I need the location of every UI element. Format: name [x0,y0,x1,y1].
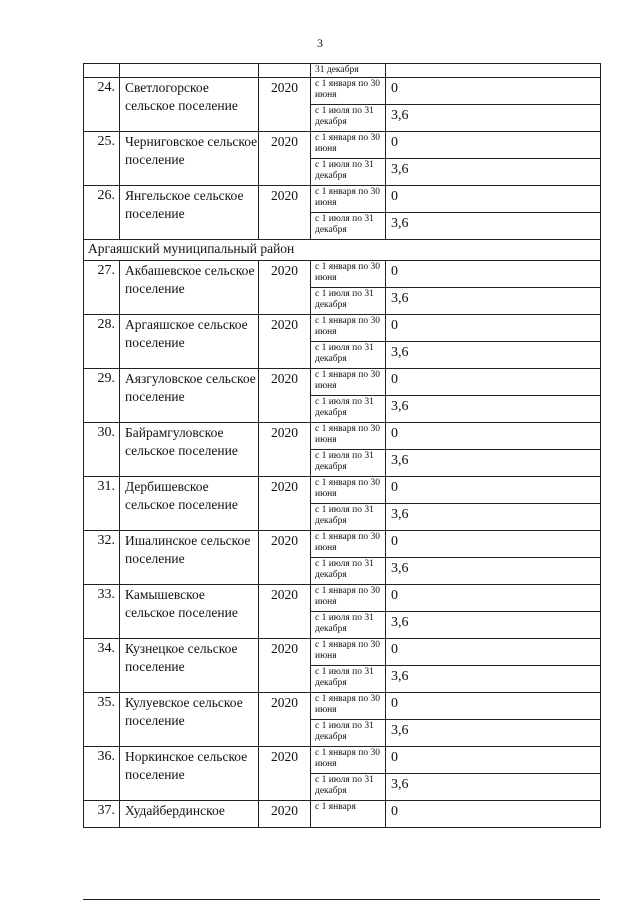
year-cell [259,64,311,78]
value-cell: 0 [386,260,601,287]
year-cell: 2020 [259,260,311,314]
year-cell: 2020 [259,314,311,368]
value-cell: 3,6 [386,395,601,422]
value-cell: 0 [386,368,601,395]
value-cell: 3,6 [386,557,601,584]
name-cell: Норкинское сельское поселение [120,746,259,800]
period-cell: с 1 июля по 31 декабря [311,287,386,314]
name-cell: Ишалинское сельское поселение [120,530,259,584]
number-cell: 26. [84,185,120,239]
name-cell: Байрамгуловское сельское поселение [120,422,259,476]
period-cell: с 1 июля по 31 декабря [311,212,386,239]
period-cell: с 1 января по 30 июня [311,638,386,665]
period-cell: с 1 января по 30 июня [311,746,386,773]
period-cell: с 1 января по 30 июня [311,530,386,557]
value-cell: 0 [386,185,601,212]
number-cell: 35. [84,692,120,746]
period-cell: с 1 июля по 31 декабря [311,665,386,692]
value-cell: 3,6 [386,665,601,692]
year-cell: 2020 [259,185,311,239]
table-row [84,530,601,557]
name-cell: Худайбердинское [120,800,259,827]
name-cell: Дербишевское сельское поселение [120,476,259,530]
value-cell: 0 [386,131,601,158]
number-cell: 34. [84,638,120,692]
year-cell: 2020 [259,476,311,530]
page-bottom-rule [83,899,600,900]
table-row [84,422,601,449]
period-cell: с 1 января по 30 июня [311,476,386,503]
district-row [84,239,601,260]
table-row [84,368,601,395]
year-cell: 2020 [259,530,311,584]
number-cell: 28. [84,314,120,368]
name-cell: Кулуевское сельское поселение [120,692,259,746]
value-cell: 3,6 [386,503,601,530]
value-cell: 0 [386,638,601,665]
value-cell: 0 [386,584,601,611]
year-cell: 2020 [259,746,311,800]
period-cell: с 1 июля по 31 декабря [311,395,386,422]
number-cell: 32. [84,530,120,584]
name-cell: Камышевское сельское поселение [120,584,259,638]
table-row [84,260,601,287]
period-cell: с 1 января [311,800,386,827]
table-row [84,746,601,773]
value-cell: 0 [386,692,601,719]
name-cell: Аргаяшское сельское поселение [120,314,259,368]
period-cell: 31 декабря [311,64,386,78]
district-heading: Аргаяшский муниципальный район [84,239,601,260]
value-cell: 0 [386,422,601,449]
value-cell: 0 [386,77,601,104]
period-cell: с 1 июля по 31 декабря [311,719,386,746]
period-cell: с 1 июля по 31 декабря [311,341,386,368]
number-cell: 31. [84,476,120,530]
value-cell: 3,6 [386,449,601,476]
table-row [84,638,601,665]
table-row [84,800,601,827]
value-cell: 3,6 [386,341,601,368]
name-cell: Светлогорское сельское поселение [120,77,259,131]
number-cell: 36. [84,746,120,800]
name-cell: Акбашевское сельское поселение [120,260,259,314]
name-cell [120,64,259,78]
table-row [84,131,601,158]
number-cell [84,64,120,78]
name-cell: Кузнецкое сельское поселение [120,638,259,692]
period-cell: с 1 января по 30 июня [311,185,386,212]
year-cell: 2020 [259,131,311,185]
year-cell: 2020 [259,368,311,422]
period-cell: с 1 января по 30 июня [311,368,386,395]
name-cell: Аязгуловское сельское поселение [120,368,259,422]
value-cell: 0 [386,314,601,341]
table-row [84,185,601,212]
period-cell: с 1 января по 30 июня [311,314,386,341]
table-row [84,476,601,503]
value-cell: 3,6 [386,719,601,746]
number-cell: 37. [84,800,120,827]
number-cell: 29. [84,368,120,422]
period-cell: с 1 января по 30 июня [311,131,386,158]
year-cell: 2020 [259,77,311,131]
value-cell: 3,6 [386,104,601,131]
tariff-table [83,63,601,828]
period-cell: с 1 июля по 31 декабря [311,503,386,530]
period-cell: с 1 июля по 31 декабря [311,773,386,800]
period-cell: с 1 января по 30 июня [311,692,386,719]
number-cell: 25. [84,131,120,185]
period-cell: с 1 июля по 31 декабря [311,557,386,584]
period-cell: с 1 июля по 31 декабря [311,449,386,476]
period-cell: с 1 января по 30 июня [311,584,386,611]
tariff-table-body [84,64,601,828]
year-cell: 2020 [259,422,311,476]
table-row [84,314,601,341]
value-cell: 0 [386,530,601,557]
period-cell: с 1 января по 30 июня [311,77,386,104]
value-cell: 3,6 [386,158,601,185]
year-cell: 2020 [259,638,311,692]
number-cell: 27. [84,260,120,314]
number-cell: 30. [84,422,120,476]
number-cell: 24. [84,77,120,131]
period-cell: с 1 июля по 31 декабря [311,611,386,638]
name-cell: Черниговское сельское поселение [120,131,259,185]
year-cell: 2020 [259,800,311,827]
period-cell: с 1 июля по 31 декабря [311,104,386,131]
value-cell: 3,6 [386,773,601,800]
table-row [84,692,601,719]
page-number: 3 [317,36,323,50]
period-cell: с 1 июля по 31 декабря [311,158,386,185]
value-cell: 3,6 [386,212,601,239]
table-row [84,77,601,104]
table-row-fragment [84,64,601,78]
year-cell: 2020 [259,584,311,638]
number-cell: 33. [84,584,120,638]
value-cell [386,64,601,78]
value-cell: 0 [386,800,601,827]
value-cell: 3,6 [386,611,601,638]
value-cell: 0 [386,476,601,503]
year-cell: 2020 [259,692,311,746]
period-cell: с 1 января по 30 июня [311,422,386,449]
value-cell: 0 [386,746,601,773]
name-cell: Янгельское сельское поселение [120,185,259,239]
value-cell: 3,6 [386,287,601,314]
period-cell: с 1 января по 30 июня [311,260,386,287]
table-row [84,584,601,611]
